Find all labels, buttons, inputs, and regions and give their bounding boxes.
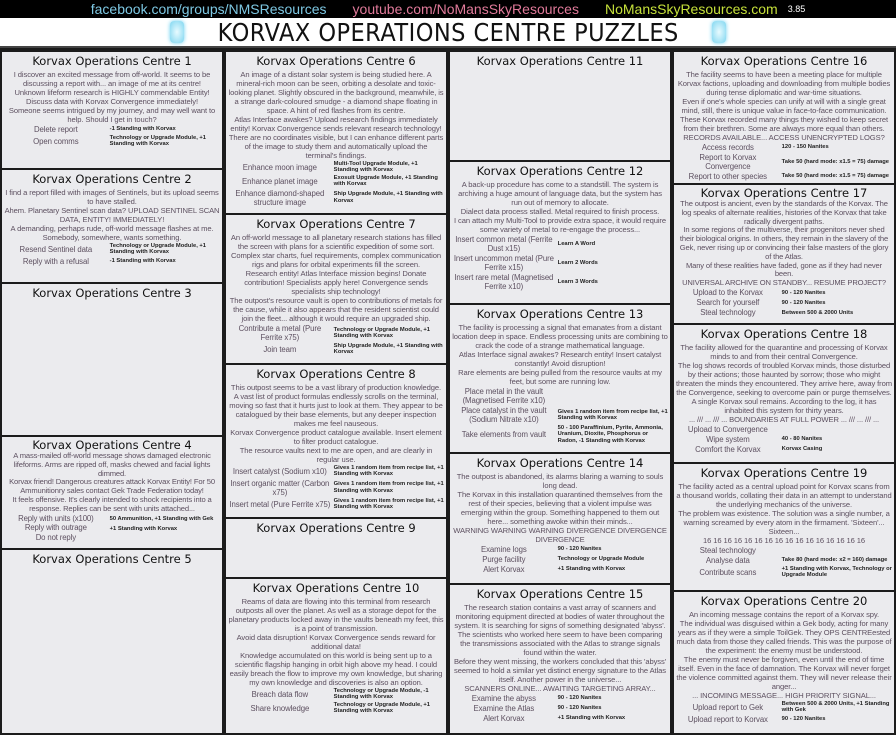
puzzle-text: The outpost's resource vault is open to contributions of metals for the cause, while it also appears that the resident scientist could join the fleet... although it would require an upgraded ship.	[229, 296, 443, 323]
korvax-glyph-icon	[170, 21, 184, 43]
option-choice[interactable]: Access records	[701, 143, 754, 152]
option-reward: Technology or Upgrade Module, +1 Standing with Korvax	[109, 243, 207, 256]
puzzle-title: Korvax Operations Centre 13	[476, 307, 644, 321]
option-choice[interactable]: Steal technology	[700, 307, 756, 317]
option-choice[interactable]: Share knowledge	[250, 703, 310, 713]
option-reward: Technology or Upgrade Module	[557, 556, 645, 563]
option-choice[interactable]: Report to other species	[688, 172, 767, 181]
puzzle-text: The scientists who worked here seem to have been comparing the transmissions associated with the Atlas to strange signals found within the water.	[457, 630, 663, 657]
puzzle-text: The facility is processing a signal that emanates from a distant location deep in space. Endless processing units are combining to crack the code of a strange mathematical language.	[452, 323, 668, 350]
option-choice[interactable]: Insert catalyst (Sodium x10)	[232, 466, 327, 476]
puzzle-text: I can attach my Multi-Tool to provide extra space, it would require some variety of metal to re-engage the process...	[454, 216, 666, 234]
puzzle-text: Reams of data are flowing into this terminal from research outposts all over the planet. As well as a storage depot for the planetary products locked away in the vaults beneath my feet, this is a point of transmission.	[228, 597, 444, 633]
puzzle-panel	[224, 50, 448, 215]
puzzle-text: An image of a distant solar system is being studied here. A mineral-rich moon can be seen, orbiting a desolate and toxic-looking planet. Slightly obscured in the background, meanwhile, is a strange dark-coloured smudge - a diamond shape floating in space. A hint of red flashes from its centre.	[228, 70, 444, 115]
option-reward: Take 50 (hard mode: x1.5 = 75) damage	[781, 158, 890, 165]
options-list	[676, 701, 892, 724]
option-reward: Technology or Upgrade Module, +1 Standing with Korvax	[333, 701, 431, 715]
option-choice[interactable]: Place catalyst in the vault (Sodium Nitrate x10)	[461, 406, 547, 424]
puzzle-panel	[448, 452, 672, 585]
option-reward: 90 - 120 Nanites	[557, 695, 602, 702]
puzzle-text: The facility seems to have been a meeting place for multiple Korvax factions, uploading and downloading from multiple bodies during tense diplomatic and war-time situations.	[677, 70, 891, 97]
option-choice[interactable]: Examine the Atlas	[473, 704, 535, 713]
option-choice[interactable]: Upload to the Korvax	[692, 287, 763, 297]
puzzle-text: Ahem. Planetary Sentinel scan data? UPLOAD SENTINEL SCAN DATA, ENTITY! IMMEDIATELY!	[4, 206, 220, 224]
puzzle-panel	[224, 363, 448, 519]
option-choice[interactable]: Upload to Convergence	[687, 425, 768, 434]
puzzle-title: Korvax Operations Centre 20	[700, 594, 868, 608]
puzzle-text: There are no coordinates visible, but I can enhance different parts of the image to study them and automatically upload the terminal's findings.	[228, 133, 444, 160]
puzzle-text: Atlas Interface awakes? Upload research findings immediately entity! Korvax Convergence sends relevant research technology!	[230, 115, 442, 133]
option-reward: +1 Standing with Korvax	[557, 715, 626, 722]
options-list	[228, 324, 444, 356]
option-choice[interactable]: Delete report	[33, 125, 78, 134]
option-reward: Learn A Word	[557, 240, 596, 247]
puzzle-text: ... /// ... /// ... BOUNDARIES AT FULL POWER ... /// ... /// ...	[688, 415, 880, 424]
option-choice[interactable]: Do not reply	[35, 533, 76, 543]
puzzle-text: The facility allowed for the quarantine and processing of Korvax minds to and from their central Convergence.	[680, 343, 888, 361]
puzzle-text: It feels offensive. It's clearly intended to shock recipients into a response. Replies can be sent with units attached...	[12, 494, 212, 513]
options-list	[452, 235, 668, 291]
option-choice[interactable]: Analyse data	[705, 556, 750, 565]
option-reward: 50 - 100 Paraffinium, Pyrite, Ammonia, Uranium, Dioxite, Phosphorus or Radon, -1 Standing with Korvax	[557, 425, 663, 444]
option-choice[interactable]: Enhance planet image	[242, 176, 318, 186]
puzzle-panel	[672, 183, 896, 325]
puzzle-text: Korvax Convergence product catalogue available. Insert element to filter product catalogue.	[230, 428, 442, 446]
atlas-glyph-icon	[712, 21, 726, 43]
puzzle-text: SCANNERS ONLINE... AWAITING TARGETING ARRAY...	[464, 684, 656, 693]
options-list	[452, 694, 668, 723]
option-choice[interactable]: Place metal in the vault (Magnetised Ferrite x10)	[462, 387, 546, 405]
option-choice[interactable]: Upload report to Korvax	[687, 714, 768, 724]
option-choice[interactable]: Enhance diamond-shaped structure image	[235, 188, 325, 207]
option-choice[interactable]: Reply with a refusal	[22, 256, 89, 266]
puzzle-text: Korvax friend! Dangerous creatures attack Korvax Entity! For 50 Ammunitionry sales contact Gek Trade Federation today!	[9, 477, 215, 496]
option-reward: Ship Upgrade Module, +1 Standing with Korvax	[333, 343, 443, 356]
puzzle-text: The research station contains a vast array of scanners and monitoring equipment directed at bodies of water throughout the system. It is searching for signs of something designated 'abyss'.	[454, 603, 666, 630]
puzzle-text: RECORDS AVAILABLE... ACCESS UNENCRYPTED LOGS?	[683, 133, 885, 142]
puzzle-panel	[0, 548, 224, 735]
option-choice[interactable]: Insert uncommon metal (Pure Ferrite x15)	[453, 254, 554, 272]
puzzle-text: The log shows records of troubled Korvax minds, those disturbed by their actions; those haunted by sorrow; those who might threaten the minds they encountered. They arrive here, away from the Convergence, seeking to overcome pain or purge themselves.	[676, 361, 892, 397]
options-list	[228, 465, 444, 511]
puzzle-panel	[0, 168, 224, 284]
option-reward: Technology or Upgrade Module, +1 Standing with Korvax	[109, 135, 207, 148]
puzzle-text: The Korvax in this installation quarantined themselves from the rest of their species, believing that a violent impulse was emerging within the group. Something happened to them out here... something awoke within their minds...	[457, 490, 663, 526]
puzzle-panel	[448, 303, 672, 454]
puzzle-text: A single Korvax soul remains. According to the log, it has inhabited this system for thirty years.	[691, 397, 877, 415]
option-reward: Take 50 (hard mode: x1.5 = 75) damage	[781, 173, 890, 180]
option-choice[interactable]: Examine logs	[481, 545, 527, 554]
puzzle-text: A demanding, perhaps rude, off-world message flashes at me. Somebody, somewhere, wants something.	[10, 224, 214, 242]
option-reward: +1 Standing with Korvax, Technology or Upgrade Module	[781, 566, 892, 579]
puzzle-text: 16 16 16 16 16 16 16 16 16 16 16 16 16 16 16 16	[702, 536, 866, 545]
puzzle-panel	[224, 213, 448, 365]
option-reward: Take 80 (hard mode: x2 = 160) damage	[781, 557, 888, 564]
puzzle-panel	[0, 435, 224, 550]
option-reward: Between 500 & 2000 Units, +1 Standing with Gek	[781, 701, 890, 714]
puzzle-panel	[0, 282, 224, 437]
option-reward: Exosuit Upgrade Module, +1 Standing with Korvax	[333, 174, 438, 188]
option-reward: 90 - 120 Nanites	[557, 546, 602, 553]
option-choice[interactable]: Take elements from vault	[461, 430, 546, 440]
option-choice[interactable]: Reply with units (x100)	[18, 513, 94, 523]
puzzle-text: The resource vaults next to me are open, and are clearly in regular use.	[239, 446, 433, 464]
option-choice[interactable]: Purge facility	[482, 555, 526, 564]
puzzle-title: Korvax Operations Centre 15	[476, 587, 644, 601]
puzzle-title: Korvax Operations Centre 10	[252, 581, 420, 595]
puzzle-text: Avoid data disruption! Korvax Convergence sends reward for additional data!	[236, 633, 436, 651]
options-list	[676, 546, 892, 579]
option-reward: Korvax Casing	[781, 446, 823, 453]
puzzle-text: An off-world message to all planetary research stations has filled the screen with plans for a scientific expedition of some sort. Complex star charts, fuel requirements, complex communication rigs and plans for orbital experiments fill the screen.	[230, 233, 442, 269]
puzzle-title: Korvax Operations Centre 1	[32, 54, 192, 68]
option-reward: Gives 1 random item from recipe list, +1 Standing with Korvax	[333, 465, 444, 478]
option-choice[interactable]: Contribute a metal (Pure Ferrite x75)	[238, 324, 322, 342]
links-bar	[0, 0, 896, 18]
puzzle-panel	[448, 583, 672, 735]
puzzle-text: Dialect data process stalled. Metal required to finish process.	[460, 207, 660, 216]
puzzle-text: Research entity! Atlas Interface mission begins! Donate contribution! Specialists apply here! Convergence sends specialists ship technology!	[244, 269, 428, 296]
puzzle-title: Korvax Operations Centre 7	[256, 217, 416, 231]
puzzle-title: Korvax Operations Centre 8	[256, 367, 416, 381]
options-list	[228, 161, 444, 207]
puzzle-text: ... INCOMING MESSAGE... HIGH PRIORITY SIGNAL...	[692, 691, 876, 700]
puzzle-panel	[224, 577, 448, 735]
puzzle-text: The outpost is ancient, even by the standards of the Korvax. The log speaks of alternate realities, histories of the Korvax that take radically divergent paths.	[680, 199, 888, 226]
option-reward: Technology or Upgrade Module, -1 Standing with Korvax	[333, 688, 429, 701]
puzzle-text: A back-up procedure has come to a standstill. The system is archiving a huge amount of language data, but the system has run out of memory to allocate.	[458, 180, 662, 207]
puzzle-text: The facility acted as a central upload point for Korvax scans from a thousand worlds, collating their data in an attempt to understand the underlying mechanics of the universe.	[676, 482, 892, 509]
puzzle-text: Rare elements are being pulled from the resource vaults at my feet, but some are running low.	[458, 368, 662, 386]
puzzle-text: An incoming message contains the report of a Korvax spy.	[688, 610, 880, 619]
puzzle-text: I discover an excited message from off-world. It seems to be discussing a report with... an image of me at its centre!	[13, 70, 211, 88]
options-list	[676, 143, 892, 181]
puzzle-text: The problem was existence. The solution was a single number, a warning screamed by every atom in the firmament. 'Sixteen'... Sixteen...	[678, 509, 890, 536]
option-reward: Between 500 & 2000 Units	[781, 309, 854, 316]
option-choice[interactable]: Comfort the Korvax	[695, 445, 761, 454]
options-list	[676, 289, 892, 317]
option-reward: 90 - 120 Nanites	[557, 705, 602, 712]
option-choice[interactable]: Enhance moon image	[242, 162, 317, 172]
puzzle-text: The outpost is abandoned, its alarms blaring a warning to souls long dead.	[456, 472, 664, 490]
puzzle-text: A mass-mailed off-world message shows damaged electronic lifeforms. Arms are ripped off, masks chewed and facial lights dimmed.	[13, 451, 211, 478]
puzzle-title: Korvax Operations Centre 6	[256, 54, 416, 68]
option-choice[interactable]: Alert Korvax	[483, 565, 525, 574]
options-list	[452, 387, 668, 444]
puzzle-title: Korvax Operations Centre 18	[700, 327, 868, 341]
puzzle-text: Atlas Interface signal awakes? Research entity! Insert catalyst constantly! Avoid disruption!	[458, 350, 662, 368]
puzzle-text: The individual was disguised within a Gek body, acting for many years as if they were a simple ToilGek. They OPS CENTREested much data from those they called friends. This was the purpose of the experiment: the enemy must be understood.	[676, 619, 892, 655]
option-choice[interactable]: Report to Korvax Convergence	[699, 153, 757, 171]
options-list	[4, 243, 220, 266]
youtube-link[interactable]: youtube.com/NoMansSkyResources	[352, 1, 579, 17]
puzzle-title: Korvax Operations Centre 9	[256, 521, 416, 535]
puzzle-text: UNIVERSAL ARCHIVE ON STANDBY... RESUME PROJECT?	[682, 278, 886, 288]
puzzle-text: This outpost seems to be a vast library of production knowledge. A vast list of product formulas endlessly scrolls on the terminal, moving so fast that it hurts just to look at them. They appear to be catalogued by their base elements, but any deeper inspection makes me feel nauseous.	[229, 383, 443, 428]
options-list	[4, 515, 220, 543]
option-choice[interactable]: Resend Sentinel data	[19, 244, 93, 254]
option-choice[interactable]: Reply with outrage	[24, 523, 87, 533]
option-choice[interactable]: Steal technology	[699, 546, 756, 555]
puzzle-panel	[224, 517, 448, 579]
option-reward: Gives 1 random item from recipe list, +1 Standing with Korvax	[333, 497, 444, 511]
options-list	[452, 545, 668, 574]
option-reward: Technology or Upgrade Module, +1 Standing with Korvax	[333, 326, 431, 339]
puzzle-title: Korvax Operations Centre 4	[32, 438, 192, 452]
puzzle-text: Many of these realities have faded, gone as if they had never been.	[685, 260, 882, 279]
option-reward: 40 - 80 Nanites	[781, 436, 823, 443]
puzzle-text: Knowledge accumulated on this world is being sent up to a scientific flagship hanging in orbit high above my head. I could easily breach the flow to improve my own knowledge, but sharing my own knowledge and discoveries is also an option.	[229, 651, 443, 687]
puzzle-title: Korvax Operations Centre 12	[476, 164, 644, 178]
option-choice[interactable]: Join team	[263, 344, 297, 354]
option-reward: +1 Standing with Korvax	[109, 525, 178, 532]
puzzle-title: Korvax Operations Centre 16	[700, 54, 868, 68]
option-choice[interactable]: Upload report to Gek	[692, 702, 764, 712]
option-reward: 50 Ammunition, +1 Standing with Gek	[109, 515, 214, 522]
option-reward: 90 - 120 Nanites	[781, 290, 826, 297]
puzzle-title: Korvax Operations Centre 11	[476, 54, 644, 68]
option-reward: Multi-Tool Upgrade Module, +1 Standing with Korvax	[333, 161, 418, 174]
puzzle-title: Korvax Operations Centre 17	[700, 186, 868, 200]
option-reward: -1 Standing with Korvax	[109, 258, 176, 265]
option-reward: Learn 2 Words	[557, 259, 598, 266]
option-reward: 90 - 120 Nanites	[781, 716, 826, 723]
puzzle-panel	[672, 50, 896, 185]
option-choice[interactable]: Breach data flow	[251, 689, 309, 699]
puzzle-title: Korvax Operations Centre 19	[700, 466, 868, 480]
facebook-link[interactable]: facebook.com/groups/NMSResources	[90, 1, 327, 17]
puzzle-title: Korvax Operations Centre 14	[476, 456, 644, 470]
option-choice[interactable]: Open comms	[33, 136, 79, 146]
option-choice[interactable]: Examine the abyss	[471, 694, 536, 703]
website-link[interactable]: NoMansSkyResources.com	[604, 1, 778, 17]
option-reward: Gives 1 random item from recipe list, +1 Standing with Korvax	[557, 408, 668, 421]
puzzle-text: In some regions of the multiverse, their progenitors never shed their biological origins. In others, they remain in the slavery of the Gek, never rising up or convincing their false masters of the glory of the Atlas.	[679, 225, 889, 261]
options-list	[4, 125, 220, 148]
title-bar	[0, 18, 896, 48]
puzzle-panel	[672, 462, 896, 592]
puzzle-title: Korvax Operations Centre 5	[32, 552, 192, 566]
version-label: 3.85	[787, 4, 806, 14]
option-choice[interactable]: Insert organic matter (Carbon x75)	[230, 478, 330, 497]
option-choice[interactable]: Wipe system	[706, 435, 750, 444]
puzzle-title: Korvax Operations Centre 2	[32, 172, 192, 186]
puzzle-text: I find a report filled with images of Sentinels, but its upload seems to have stalled.	[5, 188, 219, 206]
option-reward: +1 Standing with Korvax	[557, 566, 626, 573]
option-reward: -1 Standing with Korvax	[109, 126, 176, 133]
option-reward: Gives 1 random item from recipe list, +1 Standing with Korvax	[333, 481, 444, 494]
puzzle-text: Unknown lifeform research is HIGHLY commendable Entity! Discuss data with Korvax Convergence immediately!	[14, 88, 210, 106]
puzzle-panel	[448, 50, 672, 162]
puzzle-panel	[672, 323, 896, 464]
option-reward: 120 - 150 Nanites	[781, 144, 829, 151]
option-choice[interactable]: Insert rare metal (Magnetised Ferrite x10)	[454, 273, 554, 291]
options-list	[228, 688, 444, 715]
puzzle-panel	[448, 160, 672, 305]
puzzle-panel	[672, 590, 896, 735]
puzzle-text: The enemy must never be forgiven, even until the end of time itself. Even in the face of damnation. The Korvax will never forget the violence committed against them. They will never release their anger...	[676, 655, 892, 691]
page-title: KORVAX OPERATIONS CENTRE PUZZLES	[217, 17, 679, 47]
options-list	[676, 425, 892, 454]
puzzle-title: Korvax Operations Centre 3	[32, 286, 192, 300]
option-choice[interactable]: Alert Korvax	[483, 714, 525, 723]
option-reward: Ship Upgrade Module, +1 Standing with Korvax	[333, 191, 443, 204]
puzzle-panel	[0, 50, 224, 170]
option-reward: 90 - 120 Nanites	[781, 300, 826, 307]
puzzle-text: Someone seems intrigued by my journey, and may well want to help. Should I get in touch?	[8, 106, 216, 124]
option-reward: Learn 3 Words	[557, 278, 598, 285]
puzzle-text: Before they went missing, the workers concluded that this 'abyss' seemed to hold a similar yet distinct energy signature to the Atlas itself. Another power in the universe...	[453, 657, 667, 684]
option-choice[interactable]: Contribute scans	[699, 567, 757, 577]
option-choice[interactable]: Search for yourself	[696, 297, 760, 307]
option-choice[interactable]: Insert common metal (Ferrite Dust x15)	[455, 235, 553, 253]
option-choice[interactable]: Insert metal (Pure Ferrite x75)	[229, 499, 331, 509]
puzzle-text: WARNING WARNING WARNING DIVERGENCE DIVERGENCE DIVERGENCE	[453, 526, 667, 544]
puzzle-text: Even if one's whole species can unify at will with a single great mind, still, there is unique value in face-to-face communication. These Korvax recorded many things they wished to keep secret from their brethren. Some are always more equal than others.	[679, 97, 888, 133]
